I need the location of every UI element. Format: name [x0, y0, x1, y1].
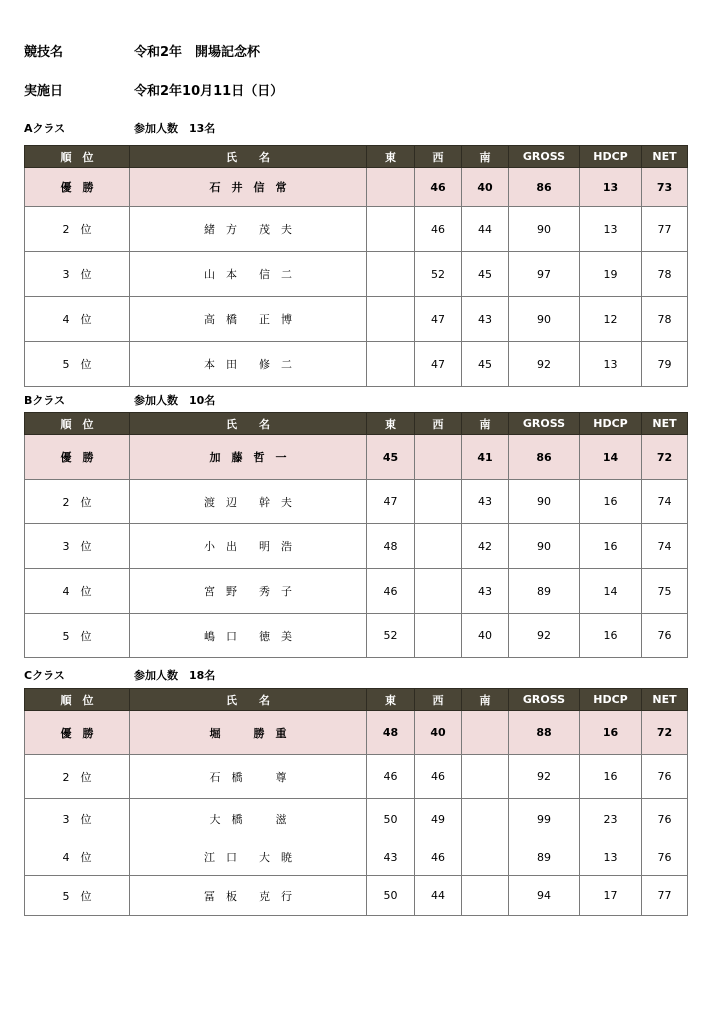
col-south: 南	[462, 146, 509, 168]
east-cell	[367, 297, 415, 342]
net-cell: 76	[642, 614, 688, 658]
east-cell: 50	[367, 876, 415, 916]
net-cell: 72	[642, 711, 688, 755]
gross-cell: 86	[509, 435, 580, 480]
hdcp-cell: 16	[580, 755, 642, 799]
col-rank: 順 位	[25, 146, 130, 168]
table-row	[25, 876, 688, 916]
hdcp-cell: 13	[580, 168, 642, 207]
rank-cell: 優 勝	[25, 435, 130, 480]
south-cell: 43	[462, 569, 509, 614]
col-name: 氏 名	[130, 146, 367, 168]
east-cell: 48	[367, 711, 415, 755]
west-cell: 47	[415, 297, 462, 342]
class-c-participants: 参加人数 18名	[134, 669, 216, 682]
east-cell	[367, 342, 415, 387]
name-cell: 高 橋 正 博	[130, 297, 367, 342]
west-cell: 49	[415, 799, 462, 840]
table-row	[25, 711, 688, 755]
west-cell	[415, 524, 462, 569]
south-cell: 41	[462, 435, 509, 480]
west-cell	[415, 480, 462, 524]
south-cell: 40	[462, 168, 509, 207]
table-row	[25, 297, 688, 342]
net-cell: 72	[642, 435, 688, 480]
name-cell: 大 橋 滋	[130, 799, 367, 840]
name-cell: 冨 板 克 行	[130, 876, 367, 916]
west-cell	[415, 435, 462, 480]
east-cell: 45	[367, 435, 415, 480]
gross-cell: 92	[509, 755, 580, 799]
west-cell	[415, 569, 462, 614]
gross-cell: 92	[509, 342, 580, 387]
south-cell: 40	[462, 614, 509, 658]
name-cell: 嶋 口 徳 美	[130, 614, 367, 658]
rank-cell: 5 位	[25, 876, 130, 916]
east-cell: 43	[367, 840, 415, 876]
name-cell: 江 口 大 暁	[130, 840, 367, 876]
east-cell: 47	[367, 480, 415, 524]
rank-cell: 3 位	[25, 252, 130, 297]
name-cell: 石 井 信 常	[130, 168, 367, 207]
gross-cell: 88	[509, 711, 580, 755]
west-cell: 46	[415, 207, 462, 252]
col-rank: 順 位	[25, 413, 130, 435]
net-cell: 74	[642, 524, 688, 569]
col-east: 東	[367, 146, 415, 168]
west-cell: 46	[415, 755, 462, 799]
col-south: 南	[462, 413, 509, 435]
table-row	[25, 435, 688, 480]
class-b-results-table	[24, 412, 688, 658]
col-east: 東	[367, 413, 415, 435]
col-west: 西	[415, 413, 462, 435]
east-cell: 46	[367, 569, 415, 614]
col-name: 氏 名	[130, 689, 367, 711]
south-cell: 44	[462, 207, 509, 252]
west-cell: 40	[415, 711, 462, 755]
gross-cell: 90	[509, 480, 580, 524]
name-cell: 加 藤 哲 一	[130, 435, 367, 480]
south-cell	[462, 755, 509, 799]
hdcp-cell: 16	[580, 480, 642, 524]
table-row	[25, 524, 688, 569]
west-cell: 44	[415, 876, 462, 916]
rank-cell: 2 位	[25, 755, 130, 799]
col-hdcp: HDCP	[580, 689, 642, 711]
table-row	[25, 569, 688, 614]
rank-cell: 優 勝	[25, 711, 130, 755]
net-cell: 75	[642, 569, 688, 614]
table-row	[25, 799, 688, 840]
name-cell: 本 田 修 二	[130, 342, 367, 387]
class-b-label: Bクラス	[24, 394, 66, 407]
date-label: 実施日	[24, 84, 64, 99]
south-cell: 45	[462, 342, 509, 387]
col-hdcp: HDCP	[580, 146, 642, 168]
col-name: 氏 名	[130, 413, 367, 435]
table-header	[25, 413, 688, 435]
hdcp-cell: 23	[580, 799, 642, 840]
net-cell: 73	[642, 168, 688, 207]
hdcp-cell: 14	[580, 569, 642, 614]
class-a-participants: 参加人数 13名	[134, 122, 216, 135]
net-cell: 77	[642, 207, 688, 252]
rank-cell: 優 勝	[25, 168, 130, 207]
net-cell: 76	[642, 799, 688, 840]
hdcp-cell: 14	[580, 435, 642, 480]
rank-cell: 5 位	[25, 342, 130, 387]
name-cell: 緒 方 茂 夫	[130, 207, 367, 252]
east-cell	[367, 168, 415, 207]
south-cell	[462, 840, 509, 876]
gross-cell: 92	[509, 614, 580, 658]
hdcp-cell: 13	[580, 342, 642, 387]
east-cell: 50	[367, 799, 415, 840]
west-cell: 46	[415, 168, 462, 207]
south-cell: 43	[462, 297, 509, 342]
table-row	[25, 207, 688, 252]
event-date: 令和2年10月11日（日）	[134, 84, 284, 99]
col-hdcp: HDCP	[580, 413, 642, 435]
col-gross: GROSS	[509, 413, 580, 435]
net-cell: 76	[642, 840, 688, 876]
col-gross: GROSS	[509, 689, 580, 711]
rank-cell: 5 位	[25, 614, 130, 658]
west-cell: 47	[415, 342, 462, 387]
east-cell: 48	[367, 524, 415, 569]
col-west: 西	[415, 689, 462, 711]
rank-cell: 2 位	[25, 207, 130, 252]
hdcp-cell: 13	[580, 207, 642, 252]
hdcp-cell: 12	[580, 297, 642, 342]
gross-cell: 97	[509, 252, 580, 297]
class-c-results-table	[24, 688, 688, 916]
south-cell: 45	[462, 252, 509, 297]
gross-cell: 86	[509, 168, 580, 207]
table-row	[25, 342, 688, 387]
class-b-participants: 参加人数 10名	[134, 394, 216, 407]
table-header	[25, 689, 688, 711]
col-net: NET	[642, 413, 688, 435]
gross-cell: 90	[509, 297, 580, 342]
rank-cell: 2 位	[25, 480, 130, 524]
table-row	[25, 252, 688, 297]
table-row	[25, 755, 688, 799]
col-net: NET	[642, 146, 688, 168]
net-cell: 77	[642, 876, 688, 916]
name-cell: 小 出 明 浩	[130, 524, 367, 569]
table-header	[25, 146, 688, 168]
table-row	[25, 614, 688, 658]
west-cell: 46	[415, 840, 462, 876]
south-cell: 43	[462, 480, 509, 524]
rank-cell: 4 位	[25, 297, 130, 342]
class-a-label: Aクラス	[24, 122, 66, 135]
hdcp-cell: 17	[580, 876, 642, 916]
south-cell	[462, 711, 509, 755]
rank-cell: 3 位	[25, 524, 130, 569]
east-cell: 52	[367, 614, 415, 658]
table-row	[25, 168, 688, 207]
net-cell: 74	[642, 480, 688, 524]
col-west: 西	[415, 146, 462, 168]
hdcp-cell: 13	[580, 840, 642, 876]
rank-cell: 4 位	[25, 840, 130, 876]
net-cell: 78	[642, 297, 688, 342]
class-c-label: Cクラス	[24, 669, 65, 682]
east-cell: 46	[367, 755, 415, 799]
south-cell	[462, 876, 509, 916]
col-rank: 順 位	[25, 689, 130, 711]
name-cell: 山 本 信 二	[130, 252, 367, 297]
gross-cell: 89	[509, 569, 580, 614]
gross-cell: 94	[509, 876, 580, 916]
gross-cell: 89	[509, 840, 580, 876]
south-cell	[462, 799, 509, 840]
col-east: 東	[367, 689, 415, 711]
name-cell: 宮 野 秀 子	[130, 569, 367, 614]
hdcp-cell: 16	[580, 711, 642, 755]
east-cell	[367, 252, 415, 297]
net-cell: 76	[642, 755, 688, 799]
rank-cell: 3 位	[25, 799, 130, 840]
net-cell: 78	[642, 252, 688, 297]
event-label: 競技名	[24, 45, 64, 60]
east-cell	[367, 207, 415, 252]
west-cell	[415, 614, 462, 658]
col-south: 南	[462, 689, 509, 711]
col-gross: GROSS	[509, 146, 580, 168]
net-cell: 79	[642, 342, 688, 387]
rank-cell: 4 位	[25, 569, 130, 614]
name-cell: 渡 辺 幹 夫	[130, 480, 367, 524]
gross-cell: 90	[509, 207, 580, 252]
west-cell: 52	[415, 252, 462, 297]
gross-cell: 99	[509, 799, 580, 840]
col-net: NET	[642, 689, 688, 711]
hdcp-cell: 19	[580, 252, 642, 297]
south-cell: 42	[462, 524, 509, 569]
gross-cell: 90	[509, 524, 580, 569]
table-row	[25, 480, 688, 524]
hdcp-cell: 16	[580, 614, 642, 658]
name-cell: 堀 勝 重	[130, 711, 367, 755]
name-cell: 石 橋 尊	[130, 755, 367, 799]
event-name: 令和2年 開場記念杯	[134, 45, 261, 60]
table-row	[25, 840, 688, 876]
class-a-results-table	[24, 145, 688, 387]
hdcp-cell: 16	[580, 524, 642, 569]
